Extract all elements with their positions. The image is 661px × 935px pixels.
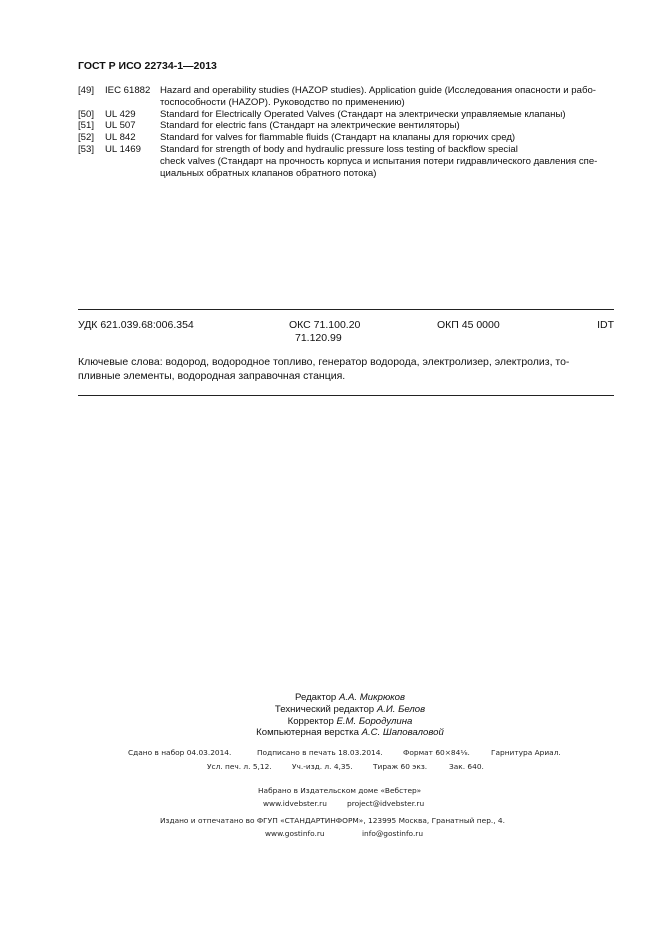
layout-name: А.С. Шаповаловой — [361, 727, 444, 739]
imprint-publisher: Издано и отпечатано во ФГУП «СТАНДАРТИНФОРМ», 123995 Москва, Гранатный пер., 4. — [160, 816, 505, 825]
imprint-edition-pages: Уч.-изд. л. 4,35. — [292, 762, 353, 771]
reference-title — [160, 85, 614, 109]
imprint-format: Формат 60×84⅛. — [403, 748, 470, 757]
reference-list — [78, 85, 614, 179]
reference-item — [78, 144, 614, 179]
layout-label: Компьютерная верстка — [256, 727, 359, 739]
reference-item — [78, 109, 614, 121]
reference-title-line: Hazard and operability studies (HAZOP studies). Application guide (Исследования опасности и рабо- — [160, 85, 597, 96]
imprint-order: Зак. 640. — [449, 762, 484, 771]
reference-title — [160, 120, 614, 132]
publisher-email-link[interactable]: info@gostinfo.ru — [362, 829, 424, 838]
publisher-site-link[interactable]: www.gostinfo.ru — [265, 829, 325, 838]
imprint-signed: Подписано в печать 18.03.2014. — [257, 748, 383, 757]
editor-label: Редактор — [294, 692, 337, 703]
reference-title-line: Standard for Electrically Operated Valves (Стандарт на электрически управляемые клапаны) — [160, 108, 566, 120]
editor-name: А.А. Микрюков — [338, 692, 406, 703]
reference-title — [160, 144, 614, 179]
reference-code: UL 507 — [105, 120, 136, 132]
tech-editor-line — [200, 704, 500, 716]
reference-code: IEC 61882 — [105, 85, 151, 96]
reference-number: [50] — [78, 108, 95, 120]
typeset-site-link[interactable]: www.idvebster.ru — [263, 799, 327, 808]
reference-number: [53] — [78, 143, 95, 155]
reference-title-line: циальных обратных клапанов обратного потока) — [160, 167, 377, 179]
keywords-line: пливные элементы, водородная заправочная станция. — [78, 370, 346, 382]
editor-line — [200, 692, 500, 704]
corrector-name: Е.М. Бородулина — [336, 715, 413, 727]
reference-title-line: тоспособности (HAZOP). Руководство по применению) — [160, 96, 405, 108]
tech-editor-name: А.И. Белов — [376, 703, 426, 715]
tech-editor-label: Технический редактор — [274, 703, 375, 715]
reference-item — [78, 132, 614, 144]
keywords — [78, 355, 614, 383]
imprint-typeset: Набрано в Издательском доме «Вебстер» — [258, 786, 422, 795]
editorial-staff — [200, 692, 500, 739]
reference-number: [52] — [78, 132, 95, 144]
okp-code: ОКП 45 0000 — [437, 319, 500, 331]
oks-codes — [289, 319, 360, 344]
reference-title-line: Standard for valves for flammable fluids (Стандарт на клапаны для горючих сред) — [160, 132, 516, 144]
imprint-sent: Сдано в набор 04.03.2014. — [128, 748, 232, 757]
reference-title-line: check valves (Стандарт на прочность корпуса и испытания потери гидравлического давления спе- — [160, 155, 598, 167]
corrector-line — [200, 716, 500, 728]
oks-code: 71.120.99 — [295, 331, 342, 344]
reference-item — [78, 120, 614, 132]
layout-line — [200, 727, 500, 739]
reference-title-line: Standard for strength of body and hydraulic pressure loss testing of backflow special — [160, 143, 518, 155]
oks-code: ОКС 71.100.20 — [289, 319, 361, 331]
reference-item — [78, 85, 614, 109]
reference-number: [51] — [78, 120, 95, 132]
corrector-label: Корректор — [287, 715, 334, 727]
reference-code: UL 1469 — [105, 143, 141, 155]
idt-code: IDT — [597, 319, 614, 331]
divider-bottom — [78, 395, 614, 396]
reference-title — [160, 109, 614, 121]
reference-title — [160, 132, 614, 144]
reference-code: UL 842 — [105, 132, 136, 144]
reference-title-line: Standard for electric fans (Стандарт на электрические вентиляторы) — [160, 120, 460, 132]
page-header: ГОСТ Р ИСО 22734-1—2013 — [78, 60, 217, 72]
imprint-font: Гарнитура Ариал. — [491, 748, 561, 757]
imprint-circulation: Тираж 60 экз. — [373, 762, 428, 771]
udk-code: УДК 621.039.68:006.354 — [78, 319, 194, 331]
imprint-pages: Усл. печ. л. 5,12. — [207, 762, 272, 771]
divider-top — [78, 309, 614, 310]
keywords-line: Ключевые слова: водород, водородное топливо, генератор водорода, электролизер, электролиз, то- — [78, 356, 570, 368]
classification-codes — [78, 319, 614, 349]
reference-code: UL 429 — [105, 108, 136, 120]
reference-number: [49] — [78, 85, 95, 96]
typeset-email-link[interactable]: project@idvebster.ru — [347, 799, 425, 808]
